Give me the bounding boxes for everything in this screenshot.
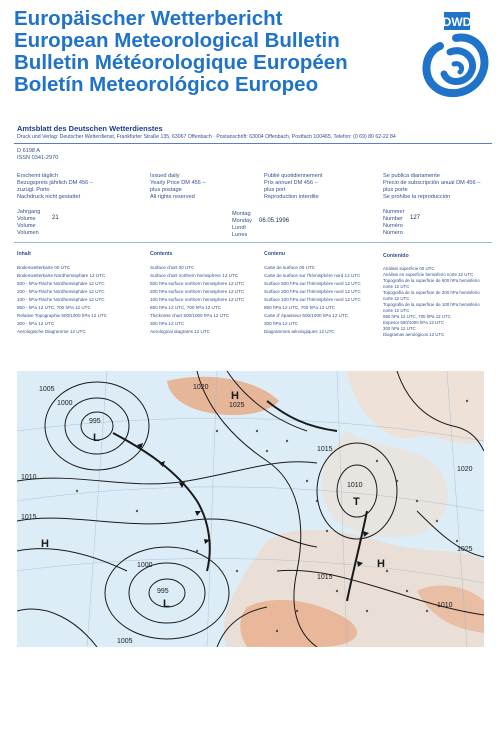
day-labels: Montag Monday Lundi Lunes [232, 211, 252, 238]
isobar-label: 1010 [347, 482, 363, 489]
publication-french: Publié quotidiennement Prix annuel DM 456 – plus port Reproduction interdite [264, 173, 323, 200]
isobar-label: 1020 [457, 466, 473, 473]
title-german: Europäischer Wetterbericht [14, 7, 283, 30]
isobar-label: 1000 [137, 562, 153, 569]
number-value: 127 [410, 215, 421, 221]
divider [14, 143, 492, 144]
divider [14, 242, 492, 243]
isobar-label: 1015 [21, 514, 37, 521]
low-pressure-label: L [163, 598, 170, 610]
contents-german: Inhalt Bodenwetterkarte 00 UTC Bodenwetterkarte Nordhemisphäre 12 UTC 500 - hPa-Fläche Nordhemisphäre 12 UTC 200 - hPa-Fläche Nordhemisphäre 12 UTC 100 - hPa-Fläche Nordhemisphäre 12 UTC 850 - hPa 12 UTC, 700 hPa 12 UTC Relative Topographie 500/1000 hPa 12 UTC 300 - hPa 12 UTC Aerologische Diagramme 12 UTC [17, 251, 108, 334]
high-pressure-label: H [231, 390, 239, 402]
isobar-label: 1020 [193, 384, 209, 391]
low-pressure-label: T [353, 496, 360, 508]
publication-spanish: Se publica diariamente Precio de subscripción anual DM 456 – plus porte Se prohíbe la reproducción [383, 173, 481, 200]
isobar-label: 1015 [317, 574, 333, 581]
date-value: 06.05.1996 [259, 218, 290, 224]
issuer-name: Amtsblatt des Deutschen Wetterdienstes [17, 124, 163, 133]
contents-spanish: Contenido Análisis superficie 00 UTC Análisis en superficie hemisferio norte 12 UTC Topografía de la superficie de 500 hPa hemisferio norte 12 UTC Topografía de la superficie de 200 hPa hemisferio norte 12 UTC Topografía de la superficie de 100 hPa hemisferio norte 12 UTC 850 hPa 12 UTC, 700 hPa 12 UTC Espesor 500/1000 hPa 12 UTC 300 hPa 12 UTC Diagramas aerológicos 12 UTC [383, 253, 480, 337]
isobar-label: 995 [157, 588, 169, 595]
volume-labels: Jahrgang Volume Volume Volumen [17, 209, 41, 236]
publication-german: Erscheint täglich Bezugspreis jährlich DM 456 – zuzügl. Porto Nachdruck nicht gestattet [17, 173, 93, 200]
isobar-label: 1005 [39, 386, 55, 393]
isobar-label: 1010 [437, 602, 453, 609]
contents-french: Contenu Carte de surface 00 UTC Carte de surface sur l'hémisphère nord 12 UTC Surface 500 hPa sur l'hémisphère nord 12 UTC Surface 200 hPa sur l'hémisphère nord 12 UTC Surface 100 hPa sur l'hémisphère nord 12 UTC 850 hPa 12 UTC, 700 hPa 12 UTC Carte d' épaisseur 500/1000 hPa 12 UTC 300 hPa 12 UTC Diagrammes aérologiques 12 UTC [264, 251, 361, 334]
title-spanish: Boletín Meteorológico Europeo [14, 73, 319, 96]
number-labels: Nummer Number Numéro Número [383, 209, 405, 236]
issn: ISSN 0341-2970 [17, 155, 59, 161]
isobar-label: 1005 [117, 638, 133, 645]
title-english: European Meteorological Bulletin [14, 29, 340, 52]
logo-text: DWD [442, 15, 472, 29]
volume-value: 21 [52, 215, 59, 221]
high-pressure-label: H [377, 558, 385, 570]
isobar-label: 995 [89, 418, 101, 425]
publication-english: Issued daily Yearly Price DM 456 – plus postage All rights reserved [150, 173, 206, 200]
isobar-label: 1000 [57, 400, 73, 407]
high-pressure-label: H [41, 538, 49, 550]
isobar-label: 1010 [21, 474, 37, 481]
isobar-label: 1015 [317, 446, 333, 453]
weather-map [17, 371, 484, 647]
dwd-logo [420, 12, 492, 104]
contents-english: Contents Surface chart 00 UTC Surface chart northern hemisphere 12 UTC 500 hPa surface northern hemisphere 12 UTC 200 hPa surface northern hemisphere 12 UTC 100 hPa surface northern hemisphere 12 UTC 850 hPa 12 UTC, 700 hPa 12 UTC Thickness chart 500/1000 hPa 12 UTC 300 hPa 12 UTC Aerological diagrams 12 UTC [150, 251, 245, 334]
document-id: D 6198 A [17, 148, 41, 154]
isobar-label: 1025 [229, 402, 245, 409]
isobar-label: 1025 [457, 546, 473, 553]
title-french: Bulletin Météorologique Européen [14, 51, 348, 74]
low-pressure-label: L [93, 432, 100, 444]
issuer-address: Druck und Verlag: Deutscher Wetterdienst, Frankfurter Straße 135, 63067 Offenbach · Postanschrift: 63004 Offenbach, Postfach 100465, Telefon: (0 69) 80 62-22 84 [17, 134, 396, 140]
